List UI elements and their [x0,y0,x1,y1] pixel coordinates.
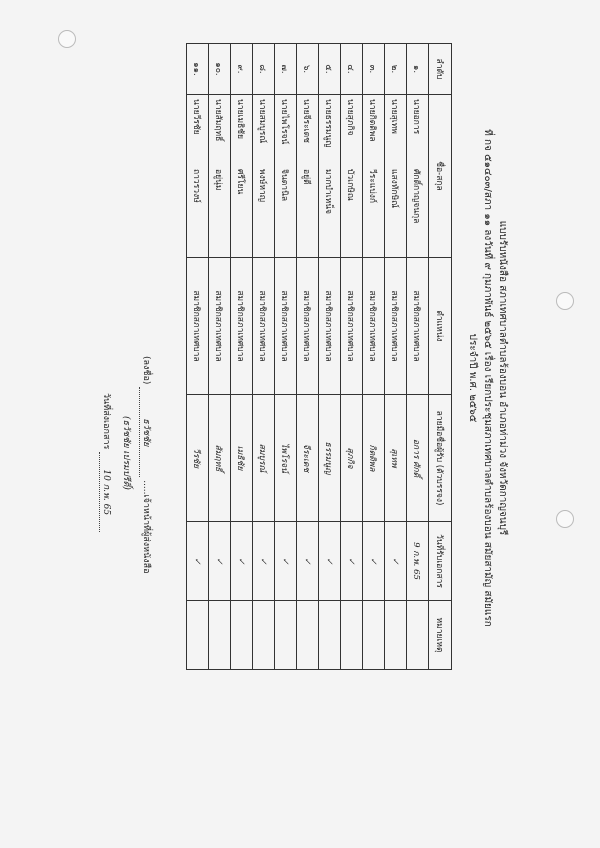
first-name: นายไพโรจน์ [279,99,290,145]
row-name [363,95,385,258]
row-date: ✓ [363,522,385,601]
table-row [209,44,231,670]
row-no: ๖. [297,44,319,95]
title-line-2: ที่ กจ ๕๑๔๐๓/สภา ๑๑ ลงวันที่ ๙ กุมภาพันธ์ ๒๕๖๕ เรื่อง เรียกประชุมสภาเทศบาลตำบลร้องบอน สมัยสามัญ สมัยแรก [482,129,493,627]
last-name: บัวเกษิณ [345,169,356,201]
last-name: พงษ์หาญ [257,169,268,202]
row-name [319,95,341,258]
row-date: ✓ [385,522,407,601]
title-line-3: ประจำปี พ.ศ. ๒๕๖๕ [467,333,478,423]
row-date: ✓ [231,522,253,601]
row-name [209,95,231,258]
last-name: อยู่ดี [301,169,312,185]
row-date: ✓ [297,522,319,601]
header-note: หมายเหตุ [429,601,452,670]
first-name: นายกิตติพล [367,99,378,142]
row-name [253,95,275,258]
title-line-1: แบบรับหนังสือ สภาเทศบาลตำบลร้องบอน อำเภอท่าม่วง จังหวัดกาญจนบุรี [497,220,508,536]
row-no: ๘. [253,44,275,95]
row-date: ✓ [253,522,275,601]
row-name [187,95,209,258]
last-name: มากบำเหน็จ [323,169,334,214]
header-position: ตำแหน่ง [429,258,452,395]
row-no: ๕. [319,44,341,95]
row-position: สมาชิกสภาเทศบาล [253,258,275,395]
row-no: ๗. [275,44,297,95]
sender-signature: ธวัชชัย [139,387,154,477]
row-note [319,601,341,670]
document-title [465,28,510,728]
first-name: นายสัมฤทธิ์ [213,99,224,142]
row-date: 9 ก.พ. 65 [407,522,429,601]
row-date: ✓ [319,522,341,601]
table-row [231,44,253,670]
row-position: สมาชิกสภาเทศบาล [187,258,209,395]
row-signature: ไพโรจน์ [275,395,297,522]
row-position: สมาชิกสภาเทศบาล [363,258,385,395]
row-name [407,95,429,258]
first-name: นายสมบูรณ์ [257,99,268,144]
first-name: นายจีระเดช [301,99,312,143]
row-position: สมาชิกสภาเทศบาล [209,258,231,395]
table-row [187,44,209,670]
row-position: สมาชิกสภาเทศบาล [341,258,363,395]
row-no: ๔. [341,44,363,95]
header-name: ชื่อ-สกุล [429,95,452,258]
sender-role: .....เจ้าหน้าที่ผู้ส่งหนังสือ [141,480,151,574]
punch-hole-right-bottom [556,510,574,528]
table-row [275,44,297,670]
row-note [341,601,363,670]
header-date: วันที่รับเอกสาร [429,522,452,601]
row-position: สมาชิกสภาเทศบาล [297,258,319,395]
recipient-table [186,43,452,670]
signed-prefix: (ลงชื่อ) [141,356,151,385]
send-date-line [99,393,114,532]
row-note [297,601,319,670]
header-no: ลำดับ [429,44,452,95]
row-note [275,601,297,670]
row-note [187,601,209,670]
row-no: ๑๑. [187,44,209,95]
row-signature: เมธิชัย [231,395,253,522]
first-name: นายธรรมนูญ [323,99,334,148]
last-name: ถาวรวงษ์ [191,169,202,203]
first-name: นายสุภกิจ [345,99,356,136]
row-signature: วีรชัย [187,395,209,522]
row-note [231,601,253,670]
first-name: นายอการ [411,99,422,135]
table-header-row [429,44,452,670]
row-signature: สุภกิจ [341,395,363,522]
last-name: วีระแบ่งก์ [367,169,378,204]
row-no: ๓. [363,44,385,95]
last-name: จินดานิล [279,169,290,202]
table-row [385,44,407,670]
table-row [341,44,363,670]
table-row [407,44,429,670]
send-date-value: 10 ก.พ. 65 [99,452,114,532]
first-name: นายสุเทพ [389,99,400,134]
row-note [209,601,231,670]
row-date: ✓ [187,522,209,601]
row-no: ๙. [231,44,253,95]
send-date-label: วันที่ส่งเอกสาร [101,393,111,450]
row-name [275,95,297,258]
last-name: แสงทักษิณ์ [389,169,400,209]
rotated-document [90,28,510,728]
row-position: สมาชิกสภาเทศบาล [231,258,253,395]
punch-hole-right-top [556,292,574,310]
row-note [407,601,429,670]
row-signature: สุเทพ [385,395,407,522]
row-name [341,95,363,258]
row-note [253,601,275,670]
row-signature: อการ ศักดิ์ [407,395,429,522]
row-signature: กิตติพล [363,395,385,522]
row-date: ✓ [209,522,231,601]
row-signature: ธรรมนูญ [319,395,341,522]
row-note [385,601,407,670]
row-signature: จีระเดช [297,395,319,522]
row-date: ✓ [275,522,297,601]
table-row [363,44,385,670]
first-name: นายเมธิชัย [235,99,246,140]
row-signature: สมบูรณ์ [253,395,275,522]
table-row [319,44,341,670]
row-name [385,95,407,258]
last-name: ศักดิ์กาญจนกุล [411,169,422,224]
table-row [253,44,275,670]
table-row [297,44,319,670]
sender-signature-line [139,356,154,574]
row-position: สมาชิกสภาเทศบาล [407,258,429,395]
punch-hole-top [58,30,76,48]
row-position: สมาชิกสภาเทศบาล [275,258,297,395]
first-name: นายวีรชัย [191,99,202,135]
row-position: สมาชิกสภาเทศบาล [319,258,341,395]
sender-printed-name: (ธวัชชัย เปรมปรีดิ์) [121,416,131,490]
row-date: ✓ [341,522,363,601]
header-signature: ลายมือชื่อผู้รับ (ตัวบรรจง) [429,395,452,522]
row-no: ๒. [385,44,407,95]
table-body [187,44,429,670]
row-signature: สัมฤทธิ์ [209,395,231,522]
row-no: ๑๐. [209,44,231,95]
row-note [363,601,385,670]
last-name: อยู่นุ่ม [213,169,224,191]
last-name: ศรีโยน [235,169,246,195]
row-position: สมาชิกสภาเทศบาล [385,258,407,395]
row-no: ๑. [407,44,429,95]
row-name [231,95,253,258]
row-name [297,95,319,258]
